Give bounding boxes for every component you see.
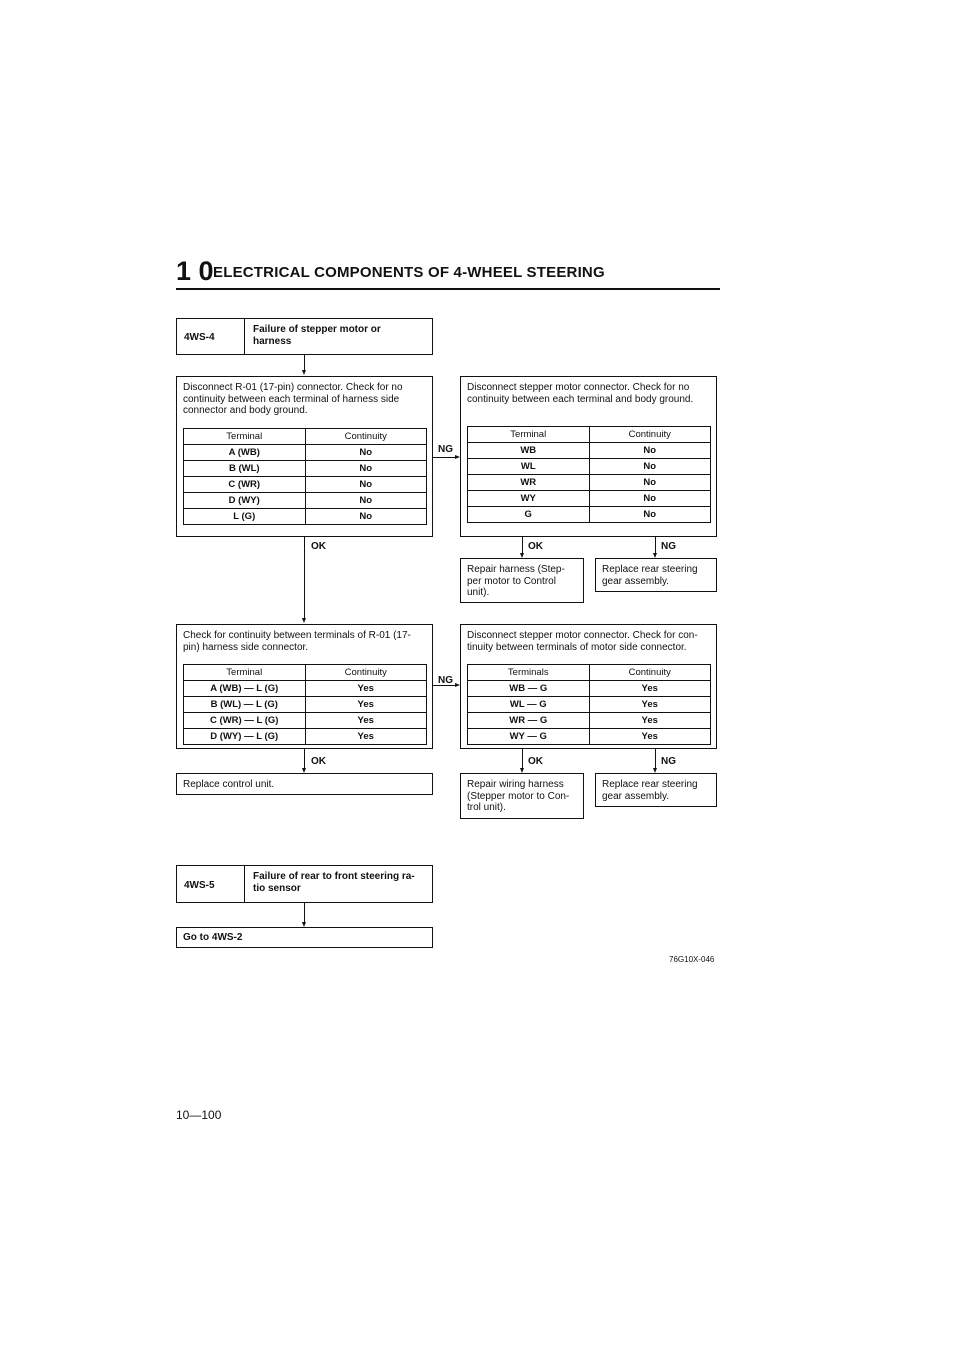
table-row: WY No xyxy=(468,491,711,507)
step1-box xyxy=(176,376,433,537)
ok-label: OK xyxy=(528,541,543,552)
ok-label: OK xyxy=(311,756,326,767)
ng-label: NG xyxy=(438,675,453,686)
table-row: B (WL) — L (G) Yes xyxy=(184,697,427,713)
section-number: 1 0 xyxy=(176,256,214,286)
step2-ng-box xyxy=(460,624,717,749)
arrow-down-icon xyxy=(302,618,306,623)
step1-ng-ok-text: Repair harness (Step- per motor to Control unit). xyxy=(467,564,565,598)
step1-table: Terminal Continuity A (WB) No B (WL) No C (WR) No D (WY) No L (G) No xyxy=(183,428,427,525)
step2-ok-box xyxy=(176,773,433,795)
ng-label: NG xyxy=(661,756,676,767)
step2-ng-table: Terminals Continuity WB — G Yes WL — G Yes WR — G Yes WY — G Yes xyxy=(467,664,711,745)
step1-ng-ng-text: Replace rear steering gear assembly. xyxy=(602,564,698,587)
table-row: WB No xyxy=(468,443,711,459)
ws4-heading-box xyxy=(176,318,433,355)
table-row: A (WB) No xyxy=(184,445,427,461)
step1-ng-table: Terminal Continuity WB No WL No WR No WY No G No xyxy=(467,426,711,523)
table-row: WR No xyxy=(468,475,711,491)
table-row: A (WB) — L (G) Yes xyxy=(184,681,427,697)
ws5-step-box xyxy=(176,927,433,948)
ws5-title: Failure of rear to front steering ra- tio sensor xyxy=(253,871,415,894)
ng-label: NG xyxy=(438,444,453,455)
ws5-code: 4WS-5 xyxy=(184,880,215,891)
table-row: WY — G Yes xyxy=(468,729,711,745)
ok-label: OK xyxy=(311,541,326,552)
table-row: WL — G Yes xyxy=(468,697,711,713)
step2-ng-ok-text: Repair wiring harness (Stepper motor to Con- trol unit). xyxy=(467,779,570,813)
arrow-down-icon xyxy=(302,370,306,375)
table-row: C (WR) — L (G) Yes xyxy=(184,713,427,729)
ng-label: NG xyxy=(661,541,676,552)
table-row: WB — G Yes xyxy=(468,681,711,697)
table-row: C (WR) No xyxy=(184,477,427,493)
step2-ng-ok-box xyxy=(460,773,584,819)
table-row: D (WY) — L (G) Yes xyxy=(184,729,427,745)
step2-ng-ng-text: Replace rear steering gear assembly. xyxy=(602,779,698,802)
ws4-code: 4WS-4 xyxy=(184,332,215,343)
ws5-heading-box xyxy=(176,865,433,903)
figure-code: 76G10X-046 xyxy=(669,955,715,964)
ok-label: OK xyxy=(528,756,543,767)
table-row: WR — G Yes xyxy=(468,713,711,729)
step1-ng-ok-box xyxy=(460,558,584,603)
step2-box xyxy=(176,624,433,749)
header-rule xyxy=(176,288,720,290)
step2-ng-instruction: Disconnect stepper motor connector. Check for con- tinuity between terminals of motor side connector. xyxy=(467,630,698,653)
page-number: 10—100 xyxy=(176,1108,222,1122)
step1-ng-box xyxy=(460,376,717,537)
table-row: G No xyxy=(468,507,711,523)
step2-instruction: Check for continuity between terminals of R-01 (17-pin) harness side connector. xyxy=(183,630,411,653)
table-row: WL No xyxy=(468,459,711,475)
page-title: ELECTRICAL COMPONENTS OF 4-WHEEL STEERING xyxy=(213,264,605,281)
table-row: L (G) No xyxy=(184,509,427,525)
step1-ng-ng-box xyxy=(595,558,717,592)
step2-ok-text: Replace control unit. xyxy=(183,779,275,790)
step2-ng-ng-box xyxy=(595,773,717,807)
table-row: D (WY) No xyxy=(184,493,427,509)
ws4-title: Failure of stepper motor or harness xyxy=(253,324,381,347)
step1-ng-instruction: Disconnect stepper motor connector. Check for no continuity between each terminal and body ground. xyxy=(467,382,694,405)
table-row: B (WL) No xyxy=(184,461,427,477)
step1-instruction: Disconnect R-01 (17-pin) connector. Check for no continuity between each terminal of harness side connector and body ground. xyxy=(183,382,403,416)
ws5-step-text: Go to 4WS-2 xyxy=(183,932,243,943)
step2-table: Terminal Continuity A (WB) — L (G) Yes B (WL) — L (G) Yes C (WR) — L (G) Yes D (WY) — L (G) Yes xyxy=(183,664,427,745)
